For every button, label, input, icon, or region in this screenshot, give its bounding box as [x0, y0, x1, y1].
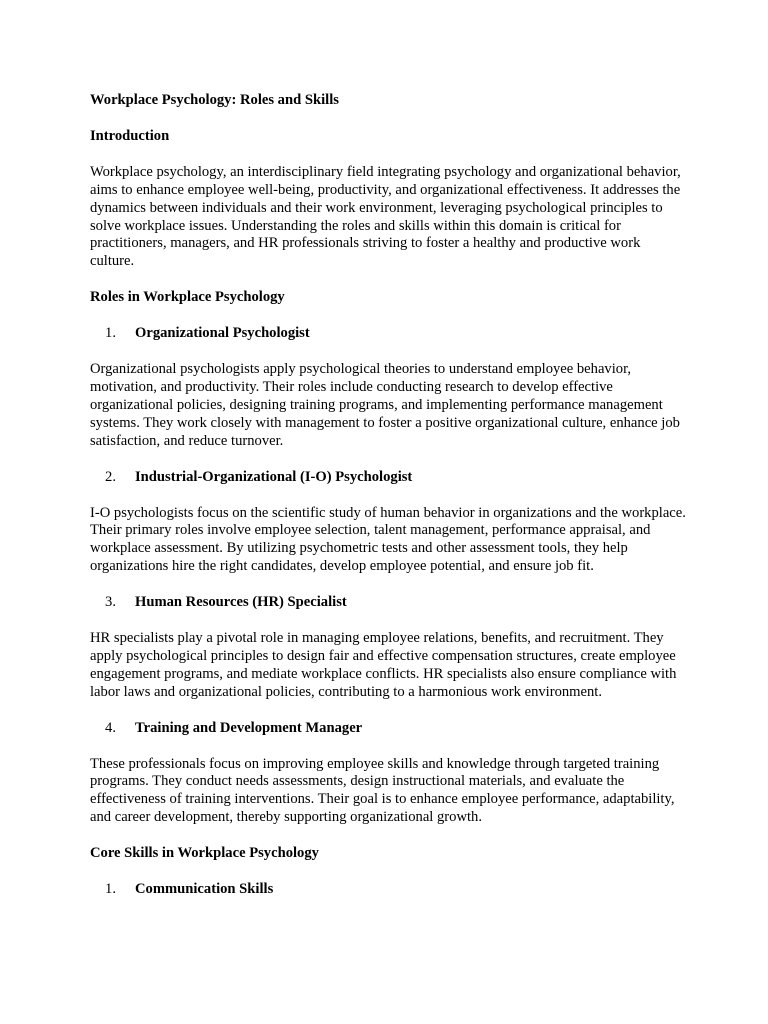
role-paragraph: These professionals focus on improving employee skills and knowledge through targeted training programs. They conduct needs assessments, design instructional materials, and evaluate the effectiveness of training interventions. Their goal is to enhance employee performance, adaptability, and career development, thereby supporting organizational growth. [90, 755, 675, 826]
intro-heading: Introduction [90, 127, 170, 144]
skill-title: Communication Skills [135, 881, 274, 898]
document-title: Workplace Psychology: Roles and Skills [90, 92, 339, 108]
intro-paragraph: Workplace psychology, an interdisciplinary field integrating psychology and organizational behavior, aims to enhance employee well-being, productivity, and organizational effectiveness. It addresses the dynamics between individuals and their work environment, leveraging psychological principles to solve workplace issues. Understanding the roles and skills within this domain is critical for practitioners, managers, and HR professionals striving to foster a healthy and productive work culture. [90, 163, 681, 270]
role-number: 2. [105, 468, 116, 485]
role-number: 1. [105, 325, 116, 342]
document-page [90, 92, 686, 917]
skills-heading: Core Skills in Workplace Psychology [90, 845, 319, 862]
role-item-1-heading [90, 325, 686, 343]
role-number: 3. [105, 594, 116, 611]
role-item-2-heading [90, 469, 686, 487]
role-item-3-heading [90, 594, 686, 612]
role-paragraph: Organizational psychologists apply psychological theories to understand employee behavior, motivation, and productivity. Their roles include conducting research to develop effective organizational policies, designing training programs, and implementing performance management systems. They work closely with management to foster a positive organizational culture, enhance job satisfaction, and reduce turnover. [90, 361, 680, 449]
role-title: Human Resources (HR) Specialist [135, 594, 347, 611]
role-title: Organizational Psychologist [135, 325, 310, 342]
roles-heading: Roles in Workplace Psychology [90, 289, 285, 306]
role-title: Training and Development Manager [135, 719, 363, 736]
role-title: Industrial-Organizational (I-O) Psychologist [135, 468, 413, 485]
role-paragraph: I-O psychologists focus on the scientific study of human behavior in organizations and the workplace. Their primary roles involve employee selection, talent management, performance appraisal, and workplace assessment. By utilizing psychometric tests and other assessment tools, they help organizations hire the right candidates, develop employee potential, and ensure job fit. [90, 504, 686, 575]
skill-number: 1. [105, 881, 116, 898]
role-item-4-heading [90, 720, 686, 738]
skill-item-1-heading [90, 881, 686, 899]
role-paragraph: HR specialists play a pivotal role in managing employee relations, benefits, and recruitment. They apply psychological principles to design fair and effective compensation structures, create employee engagement programs, and mediate workplace conflicts. HR specialists also ensure compliance with labor laws and organizational policies, contributing to a harmonious work environment. [90, 630, 677, 700]
role-number: 4. [105, 719, 116, 736]
